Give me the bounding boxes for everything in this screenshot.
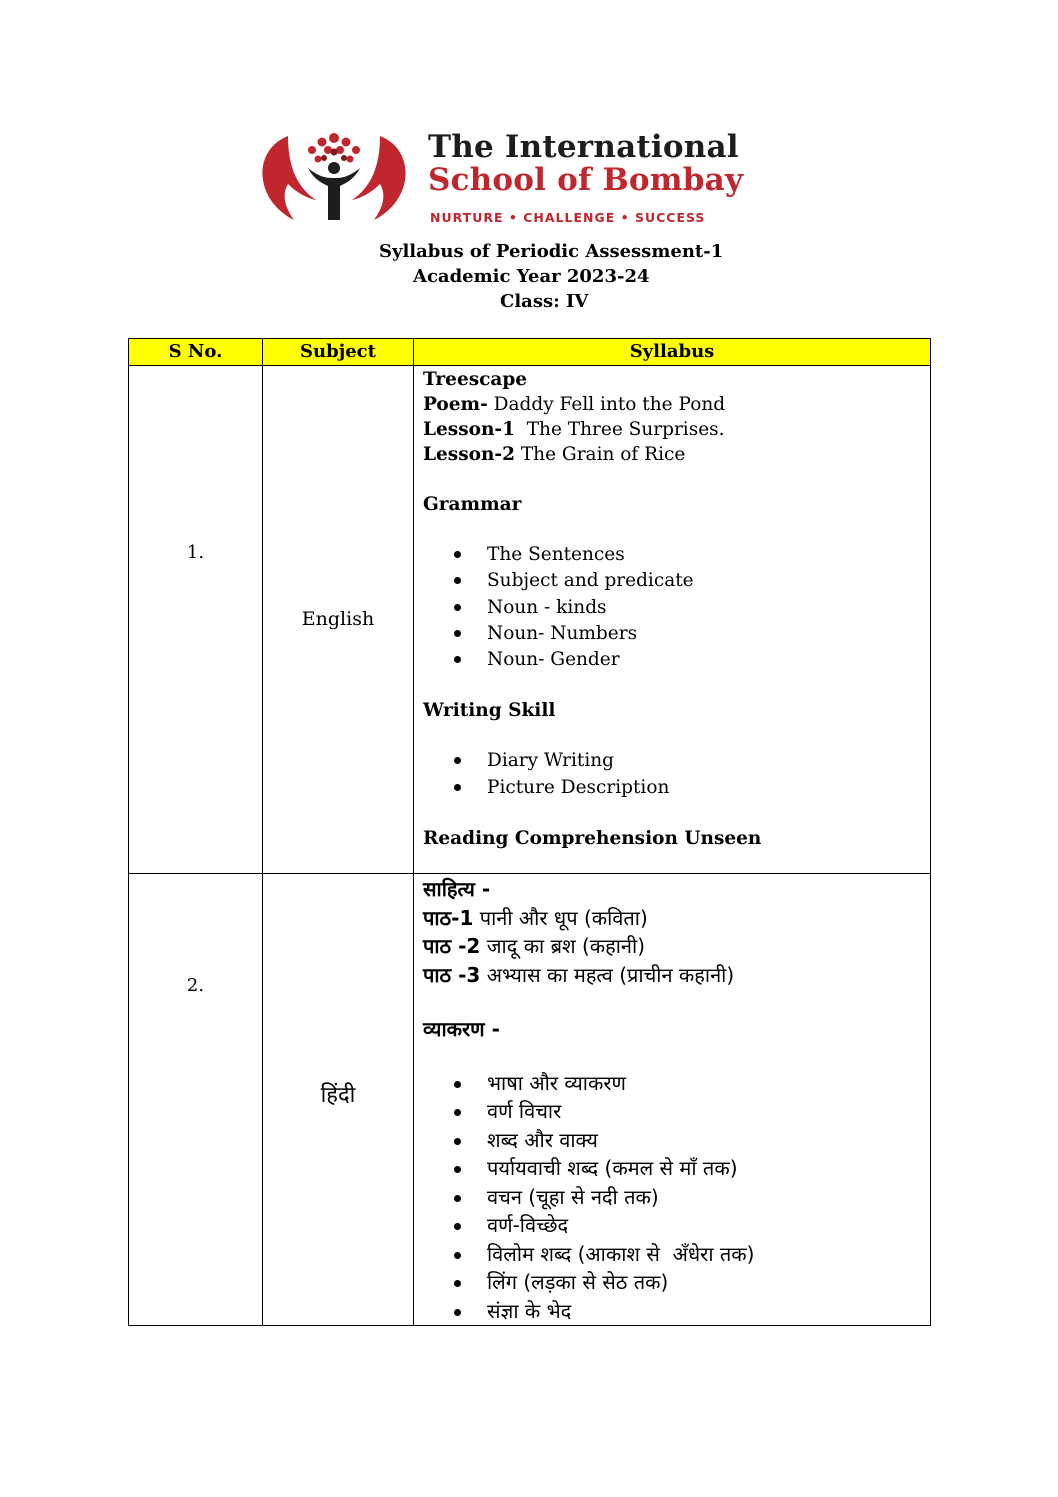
table-row-english (129, 366, 931, 874)
line-label: Poem- (423, 394, 488, 415)
subject-name: English (301, 608, 375, 630)
syllabus-line (423, 392, 930, 417)
line-text: अभ्यास का महत्व (प्राचीन कहानी) (480, 963, 735, 988)
subject-cell (263, 874, 414, 1326)
list-item: लिंग (लड़का से सेठ तक) (423, 1268, 930, 1297)
bullet-icon (454, 1223, 461, 1230)
bullet-icon (454, 1280, 461, 1287)
section-heading-writing: Writing Skill (423, 700, 556, 722)
line-text: जादू का ब्रश (कहानी) (480, 934, 646, 959)
section-heading-literature: साहित्य - (423, 877, 491, 901)
line-label: Lesson-1 (423, 419, 515, 440)
section-heading-reading: Reading Comprehension Unseen (423, 828, 762, 850)
school-logo (258, 128, 798, 228)
grammar-list (423, 1069, 930, 1326)
line-label: पाठ -3 (423, 963, 481, 988)
list-item: वर्ण-विच्छेद (423, 1211, 930, 1240)
bullet-icon (454, 784, 461, 791)
line-text: पानी और धूप (कविता) (473, 905, 648, 930)
column-header-sno: S No. (129, 339, 263, 366)
bullet-icon (454, 1252, 461, 1259)
logo-school-name-line2: School of Bombay (428, 162, 744, 198)
list-item: भाषा और व्याकरण (423, 1069, 930, 1098)
syllabus-line (423, 417, 930, 442)
bullet-icon (454, 1138, 461, 1145)
syllabus-cell-hindi (414, 874, 931, 1326)
serial-number: 1. (186, 542, 205, 563)
section-heading-grammar: व्याकरण - (423, 1016, 500, 1041)
list-item: Picture Description (423, 775, 930, 801)
column-header-syllabus: Syllabus (414, 339, 931, 366)
list-item: The Sentences (423, 542, 930, 568)
table-row-hindi (129, 874, 931, 1326)
class-label: Class: IV (500, 291, 589, 312)
writing-list (423, 748, 930, 801)
list-item: शब्द और वाक्य (423, 1126, 930, 1155)
list-item: पर्यायवाची शब्द (कमल से माँ तक) (423, 1154, 930, 1183)
bullet-icon (454, 656, 461, 663)
list-item: Subject and predicate (423, 568, 930, 594)
sno-cell (129, 874, 263, 1326)
sno-cell (129, 366, 263, 874)
bullet-icon (454, 1109, 461, 1116)
bullet-icon (454, 551, 461, 558)
list-item: Noun - kinds (423, 595, 930, 621)
line-text: The Grain of Rice (514, 444, 686, 465)
subject-name: हिंदी (320, 1083, 356, 1108)
syllabus-line (423, 442, 930, 467)
column-header-subject: Subject (263, 339, 414, 366)
bullet-icon (454, 604, 461, 611)
bullet-icon (454, 1166, 461, 1173)
subject-cell (263, 366, 414, 874)
bullet-icon (454, 1309, 461, 1316)
logo-school-name-line1: The International (428, 129, 739, 165)
list-item: वर्ण विचार (423, 1097, 930, 1126)
list-item: Noun- Numbers (423, 621, 930, 647)
syllabus-line (423, 904, 930, 933)
line-text: Daddy Fell into the Pond (487, 394, 726, 415)
line-label: पाठ -2 (423, 934, 481, 959)
book-title: Treescape (423, 369, 528, 390)
bullet-icon (454, 577, 461, 584)
document-title: Syllabus of Periodic Assessment-1 (379, 241, 724, 262)
section-heading-grammar: Grammar (423, 494, 522, 515)
list-item: Noun- Gender (423, 647, 930, 673)
syllabus-cell-english (414, 366, 931, 874)
list-item: वचन (चूहा से नदी तक) (423, 1183, 930, 1212)
syllabus-line (423, 961, 930, 990)
grammar-list (423, 542, 930, 673)
academic-year: Academic Year 2023-24 (413, 266, 650, 287)
line-label: Lesson-2 (423, 444, 515, 465)
syllabus-line (423, 932, 930, 961)
bullet-icon (454, 1195, 461, 1202)
list-item: Diary Writing (423, 748, 930, 774)
line-label: पाठ-1 (423, 905, 474, 930)
school-emblem-icon (258, 128, 413, 228)
bullet-icon (454, 1081, 461, 1088)
logo-tagline: NURTURE • CHALLENGE • SUCCESS (430, 210, 706, 225)
serial-number: 2. (186, 975, 205, 996)
bullet-icon (454, 757, 461, 764)
table-header-row (129, 339, 931, 366)
list-item: विलोम शब्द (आकाश से अँधेरा तक) (423, 1240, 930, 1269)
line-text: The Three Surprises. (514, 419, 725, 440)
list-item: संज्ञा के भेद (423, 1297, 930, 1326)
bullet-icon (454, 630, 461, 637)
syllabus-table (128, 338, 931, 1326)
